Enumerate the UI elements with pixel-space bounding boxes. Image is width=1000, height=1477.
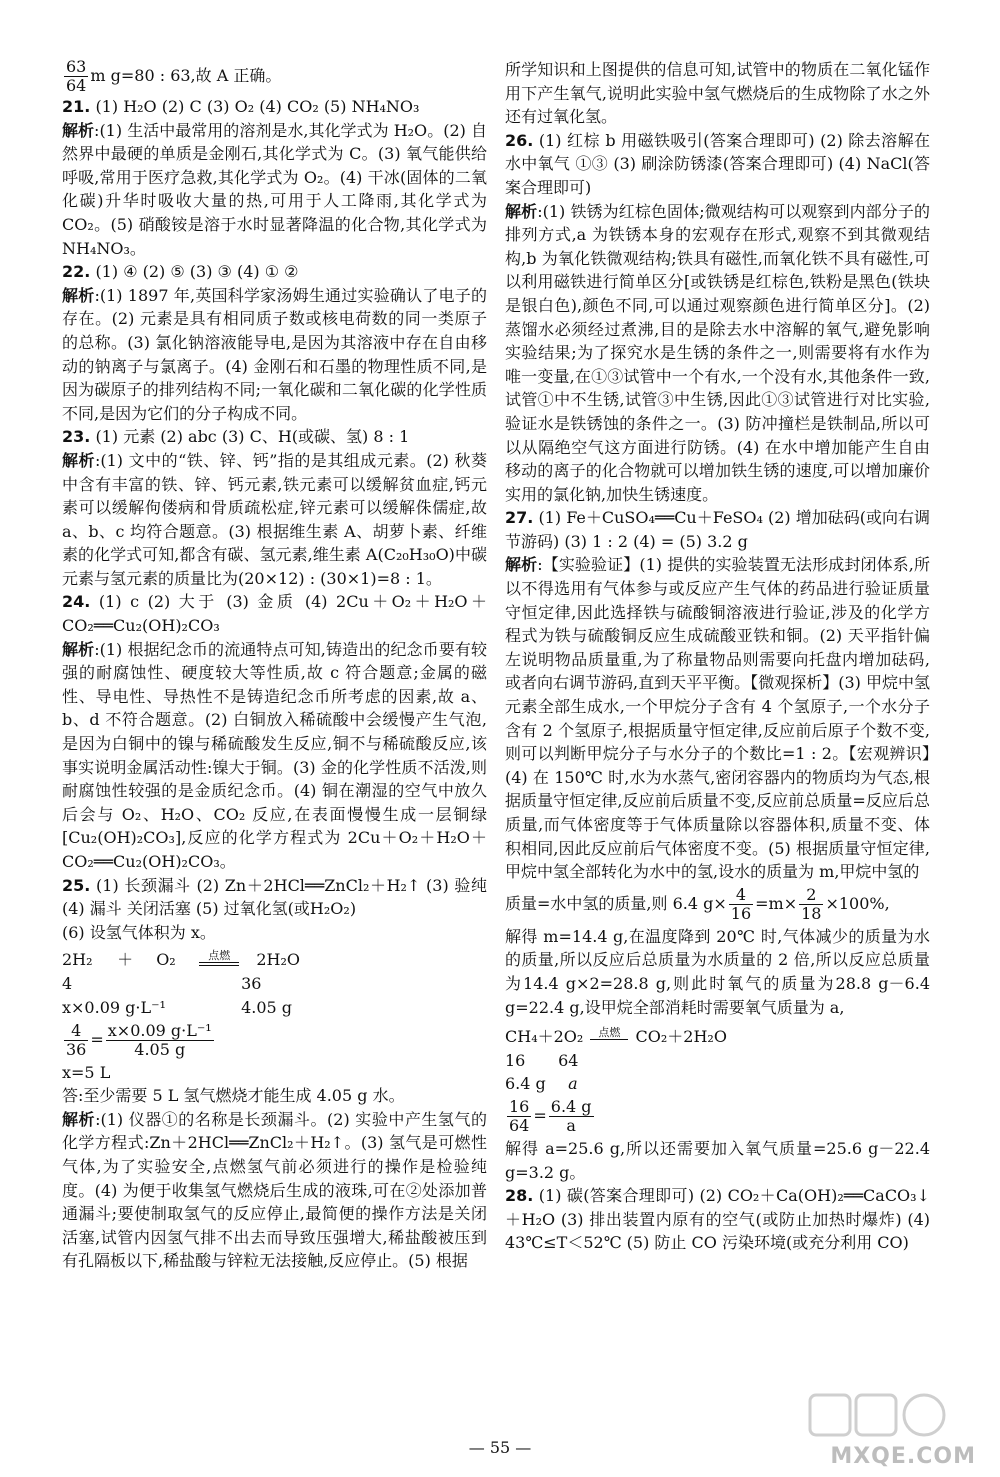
- q25-conclusion: 答:至少需要 5 L 氢气燃烧才能生成 4.05 g 水。: [62, 1086, 405, 1106]
- q27-analysis-cont: 解得 m=14.4 g,在温度降到 20℃ 时,气体减少的质量为水的质量,所以反应后总质量为水质量的 2 倍,所以反应总质量为14.4 g×2=28.8 g,则此时氧气的质量为28.8 g－6.4 g=22.4 g,设甲烷全部消耗时需要氧气质量为 a,: [505, 926, 930, 1017]
- reaction-arrow: 点燃: [187, 950, 251, 966]
- q27-ratio-row: 16 64: [505, 1050, 579, 1070]
- q25-solution: x=5 L: [62, 1062, 111, 1082]
- q22-answer: 22. (1) ④ (2) ⑤ (3) ③ (4) ① ②: [62, 262, 299, 282]
- watermark-text: MXQE.COM: [830, 1444, 976, 1469]
- q27-mass-equation: 质量=水中氢的质量,则 6.4 g× $\frac{4}{16}$ =m× $\frac{2}{18}$ ×100%,: [505, 884, 890, 923]
- q27-proportion: $\frac{16}{64}$ = $\frac{6.4 g}{a}$: [509, 1096, 592, 1135]
- q25-analysis: 解析:(1) 仪器①的名称是长颈漏斗。(2) 实验中产生氢气的化学方程式:Zn＋2HCl══ZnCl₂＋H₂↑。(3) 氢气是可燃性气体,为了实验安全,点燃氢气前必须进行的操作是检验纯度。(4) 为便于收集氢气燃烧后生成的液珠,可在②处添加普通漏斗;要使制取氢气的反应停止,最简便的操作方法是关闭活塞,试管内因氢气排不出去而导致压强增大,稀盐酸被压到有孔隔板以下,稀盐酸与锌粒无法接触,反应停止。(5) 根据: [62, 1109, 487, 1271]
- q27-answer: 27. (1) Fe＋CuSO₄══Cu＋FeSO₄ (2) 增加砝码(或向右调节游码) (3) 1 : 2 (4) = (5) 3.2 g: [505, 508, 931, 551]
- q27-value-row: 6.4 g a: [505, 1074, 578, 1094]
- q25-analysis-cont: 所学知识和上图提供的信息可知,试管中的物质在二氧化锰作用下产生氧气,说明此实验中氢气燃烧后的生成物除了水之外还有过氧化氢。: [505, 60, 930, 127]
- q22-analysis: 解析:(1) 1897 年,英国科学家汤姆生通过实验确认了电子的存在。(2) 元素是具有相同质子数或核电荷数的同一类原子的总称。(3) 氯化钠溶液能导电,是因为其溶液中存在自由移动的钠离子与氯离子。(4) 金刚石和石墨的物理性质不同,是因为碳原子的排列结构不同;一氧化碳和二氧化碳的化学性质不同,是因为它们的分子构成不同。: [62, 285, 487, 423]
- q25-proportion: $\frac{4}{36}$ = $\frac{\text{x×0.09 g·L⁻¹}}{4.05 g}$: [66, 1020, 212, 1059]
- q27-equation: CH₄＋2O₂ 点燃 CO₂＋2H₂O: [505, 1026, 727, 1047]
- q26-analysis: 解析:(1) 铁锈为红棕色固体;微观结构可以观察到内部分子的排列方式,a 为铁锈本身的宏观存在形式,观察不到其微观结构,b 为氧化铁微观结构;铁具有磁性,而氧化铁不具有磁性,可以利用磁铁进行简单区分[或铁锈是红棕色,铁粉是黑色(铁块是银白色),颜色不同,可以通过观察颜色进行简单区分]。(2) 蒸馏水必须经过煮沸,目的是除去水中溶解的氧气,避免影响实验结果;为了探究水是生锈的条件之一,则需要将有水作为唯一变量,在①③试管中一个有水,一个没有水,其他条件一致,试管①中不生锈,试管③中生锈,因此①③试管进行对比实验,验证水是铁锈蚀的条件之一。(3) 防冲撞栏是铁制品,所以可以从隔绝空气这方面进行防锈。(4) 在水中增加能产生自由移动的离子的化合物就可以增加铁生锈的速度,可以增加廉价实用的氯化钠,加快生锈速度。: [505, 201, 930, 504]
- q25-answer: 25. (1) 长颈漏斗 (2) Zn＋2HCl══ZnCl₂＋H₂↑ (3) 验纯 (4) 漏斗 关闭活塞 (5) 过氧化氢(或H₂O₂): [62, 875, 487, 919]
- q24-analysis: 解析:(1) 根据纪念币的流通特点可知,铸造出的纪念币要有较强的耐腐蚀性、硬度较大等性质,故 c 符合题意;金属的磁性、导电性、导热性不是铸造纪念币所考虑的因素,故 a、b、d 不符合题意。(2) 白铜放入稀硫酸中会缓慢产生气泡,是因为白铜中的镍与稀硫酸发生反应,铜不与稀硫酸反应,该事实说明金属活动性:镍大于铜。(3) 金的化学性质不活泼,则耐腐蚀性较强的是金质纪念币。(4) 铜在潮湿的空气中放久后会与 O₂、H₂O、CO₂ 反应,在表面慢慢生成一层铜绿[Cu₂(OH)₂CO₃],反应的化学方程式为 2Cu＋O₂＋H₂O＋CO₂══Cu₂(OH)₂CO₃。: [62, 639, 487, 871]
- q28-answer: 28. (1) 碳(答案合理即可) (2) CO₂＋Ca(OH)₂══CaCO₃↓＋H₂O (3) 排出装置内原有的空气(或防止加热时爆炸) (4) 43℃≤T＜52℃ (5) 防止 CO 污染环境(或充分利用 CO): [505, 1186, 930, 1253]
- q21-analysis: 解析:(1) 生活中最常用的溶剂是水,其化学式为 H₂O。(2) 自然界中最硬的单质是金刚石,其化学式为 C。(3) 氧气能供给呼吸,常用于医疗急救,其化学式为 O₂。(4) 干冰(固体的二氧化碳)升华时吸收大量的热,可用于人工降雨,其化学式为 CO₂。(5) 硝酸铵是溶于水时显著降温的化合物,其化学式为 NH₄NO₃。: [62, 120, 487, 258]
- q25-ratio-row: 4 36: [62, 974, 262, 994]
- reaction-arrow: 点燃: [588, 1027, 630, 1042]
- q23-analysis: 解析:(1) 文中的“铁、锌、钙”指的是其组成元素。(2) 秋葵中含有丰富的铁、锌、钙元素,铁元素可以缓解贫血症,钙元素可以缓解佝偻病和骨质疏松症,锌元素可以缓解侏儒症,故 a、b、c 均符合题意。(3) 根据维生素 A、胡萝卜素、纤维素的化学式可知,都含有碳、氢元素,维生素 A(C₂₀H₃₀O)中碳元素与氢元素的质量比为(20×12) : (30×1)=8 : 1。: [62, 450, 487, 588]
- q25-equation: 2H₂ ＋ O₂ 点燃 2H₂O: [62, 949, 301, 970]
- q26-answer: 26. (1) 红棕 b 用磁铁吸引(答案合理即可) (2) 除去溶解在水中氧气 ①③ (3) 刷涂防锈漆(答案合理即可) (4) NaCl(答案合理即可): [505, 130, 930, 197]
- q25-value-row: x×0.09 g·L⁻¹ 4.05 g: [62, 997, 293, 1017]
- q20-tail: $\frac{63}{64}$ m g=80 : 63,故 A 正确。: [66, 57, 282, 95]
- q27-analysis: 解析:【实验验证】(1) 提供的实验装置无法形成封闭体系,所以不得选用有气体参与或反应产生气体的药品进行验证质量守恒定律,因此选择铁与硫酸铜溶液进行验证,涉及的化学方程式为铁与硫酸铜反应生成硫酸亚铁和铜。(2) 天平指针偏左说明物品质量重,为了称量物品则需要向托盘内增加砝码,或者向右调节游码,直到天平平衡。【微观探析】(3) 甲烷中氢元素全部生成水,一个甲烷分子含有 4 个氢原子,一个水分子含有 2 个氢原子,根据质量守恒定律,反应前后原子个数不变,则可以判断甲烷分子与水分子的个数比=1 : 2。【宏观辨识】(4) 在 150℃ 时,水为水蒸气,密闭容器内的物质均为气态,根据质量守恒定律,反应前后质量不变,反应前总质量=反应后总质量,而气体密度等于气体质量除以容器体积,质量不变、体积相同,因此反应前后气体密度不变。(5) 根据质量守恒定律,甲烷中氢全部转化为水中的氢,设水的质量为 m,甲烷中氢的: [505, 555, 930, 882]
- fraction: $\frac{63}{64}$: [66, 57, 87, 95]
- q23-answer: 23. (1) 元素 (2) abc (3) C、H(或碳、氢) 8 : 1: [62, 427, 410, 447]
- q27-final: 解得 a=25.6 g,所以还需要加入氧气质量=25.6 g－22.4 g=3.2 g。: [505, 1138, 930, 1182]
- q21-answer: 21. (1) H₂O (2) C (3) O₂ (4) CO₂ (5) NH₄NO₃: [62, 97, 420, 116]
- q24-answer: 24. (1) c (2) 大于 (3) 金质 (4) 2Cu＋O₂＋H₂O＋CO₂══Cu₂(OH)₂CO₃: [62, 592, 487, 636]
- left-column: [62, 58, 487, 1273]
- page-number: — 55 —: [468, 1438, 532, 1457]
- q25-part6: (6) 设氢气体积为 x。: [62, 922, 216, 942]
- right-column: [505, 58, 930, 1255]
